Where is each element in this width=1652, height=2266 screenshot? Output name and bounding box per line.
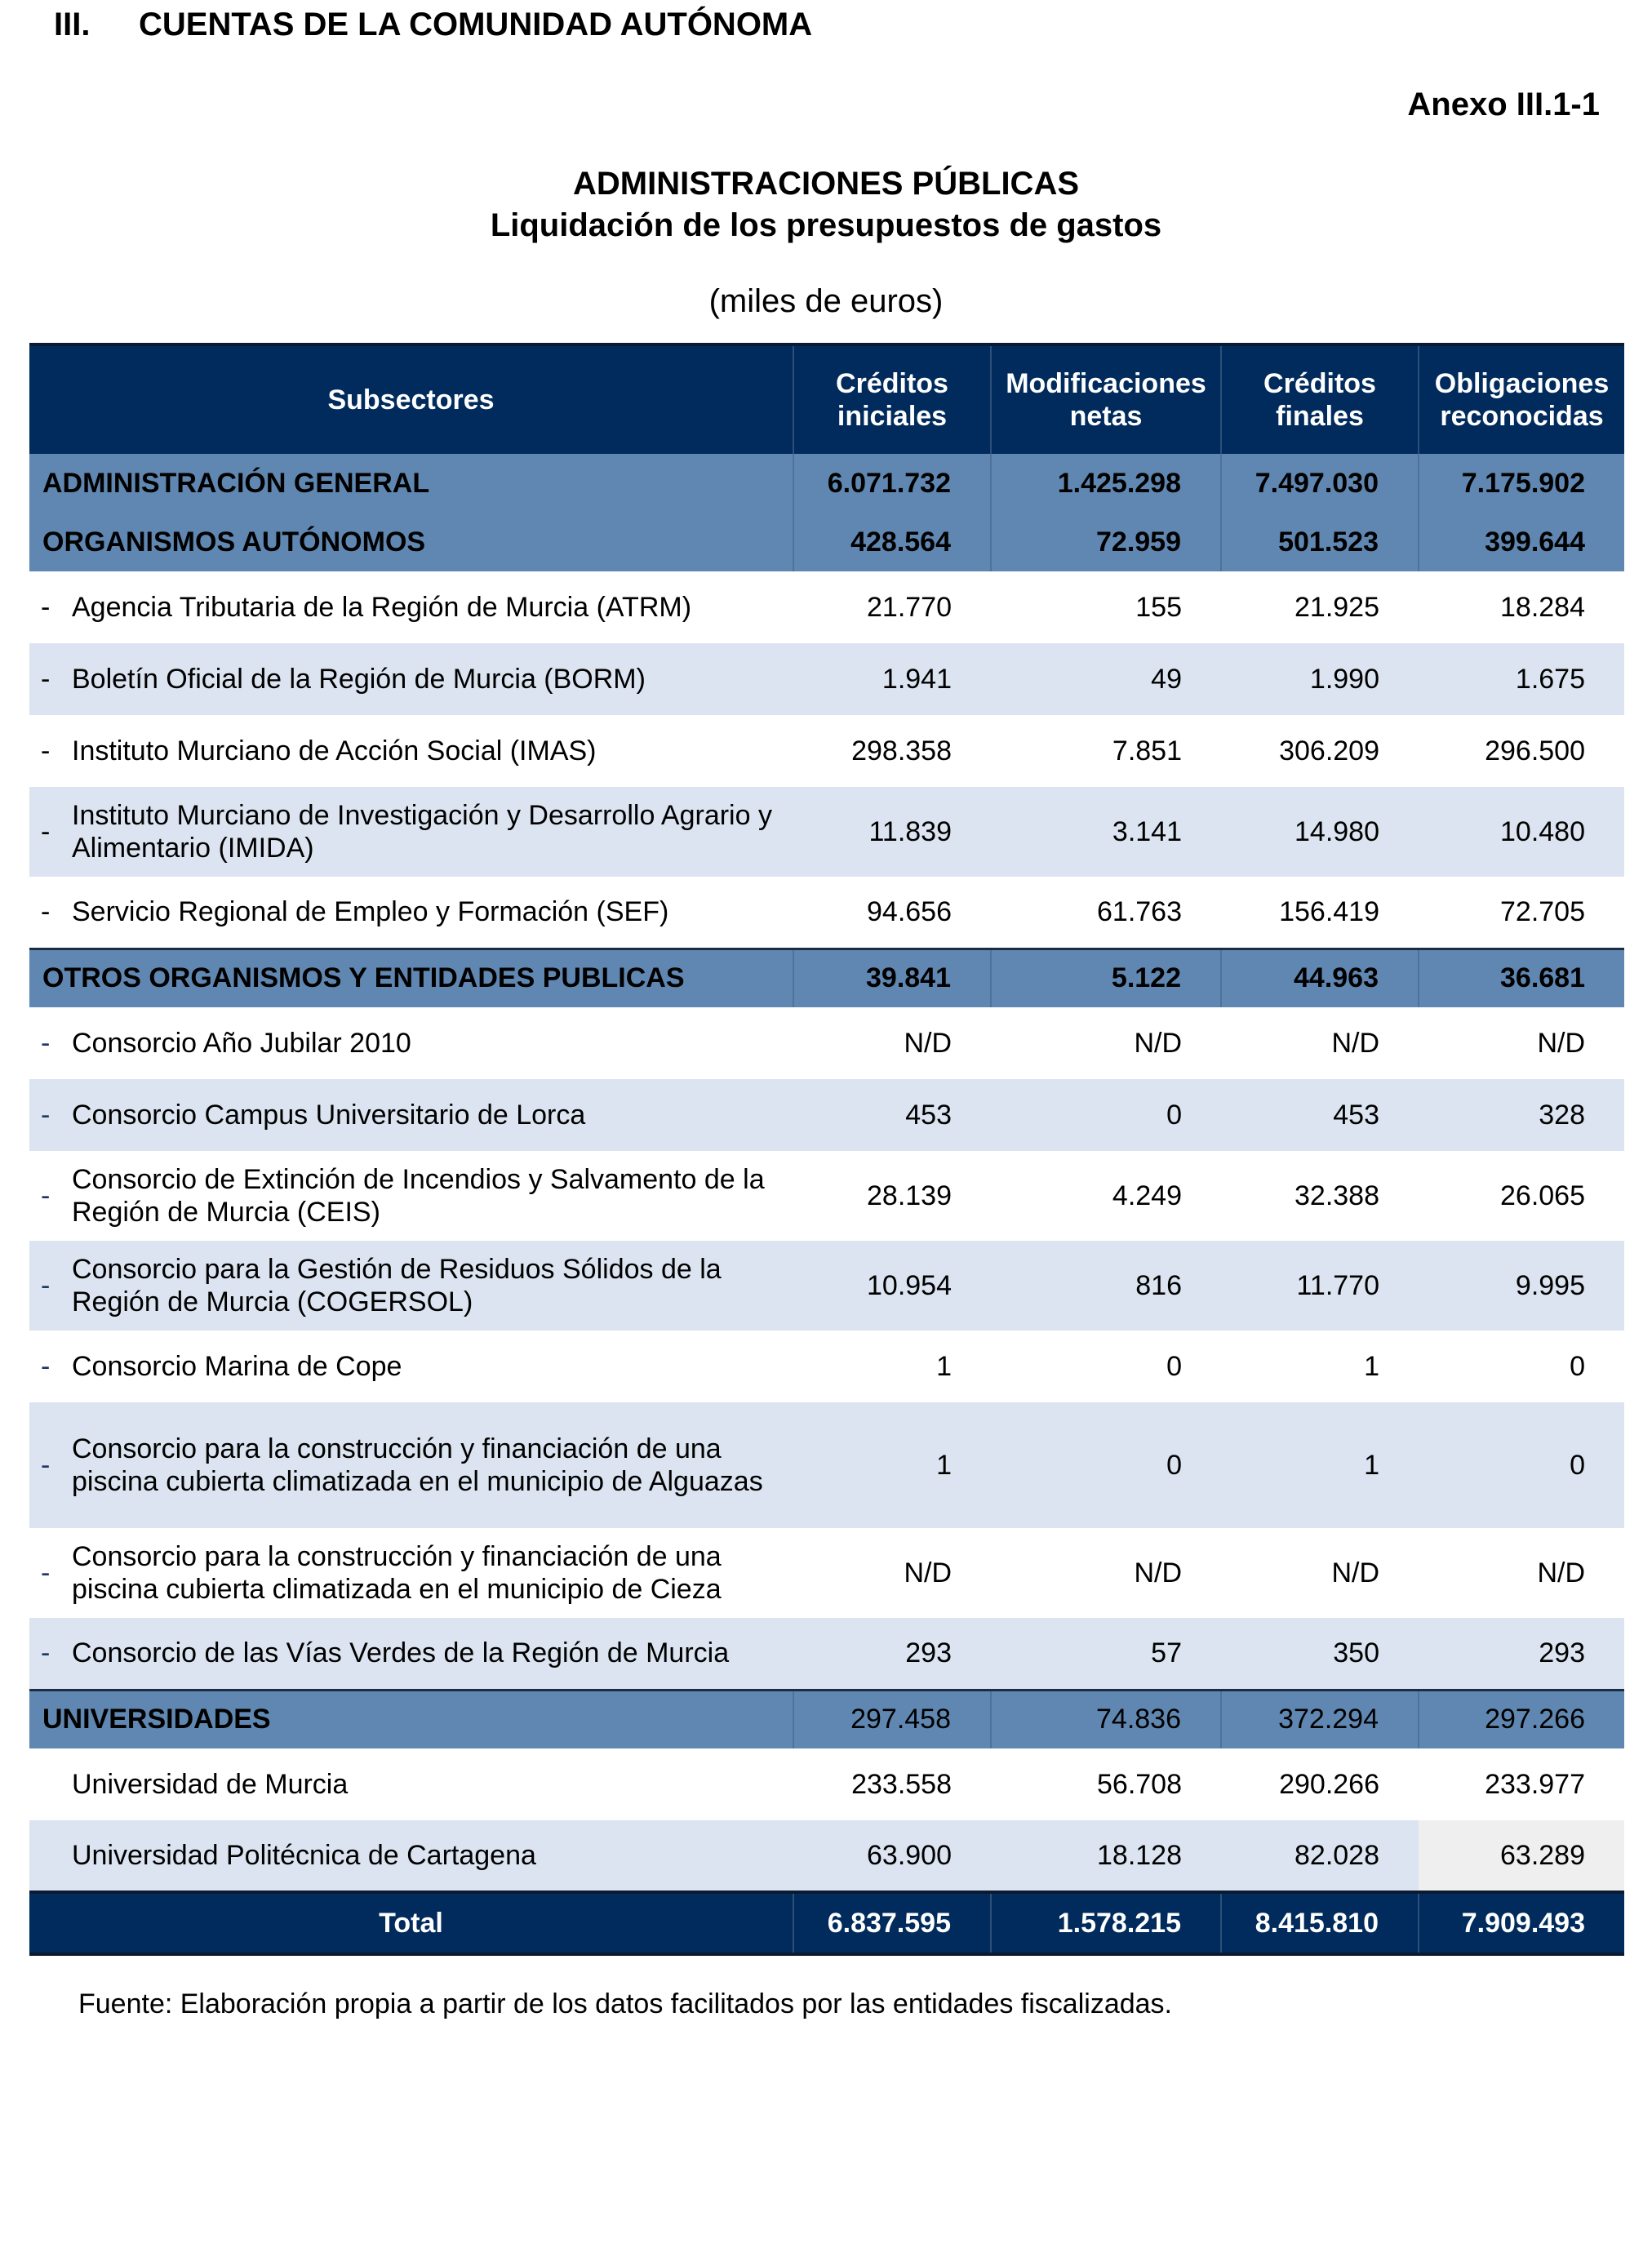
cell-creditos-iniciales: 94.656 [867, 895, 952, 927]
cell-creditos-finales: 7.497.030 [1221, 454, 1419, 513]
cell-creditos-iniciales: 63.900 [867, 1839, 952, 1871]
cell-obligaciones-reconocidas: 10.480 [1500, 815, 1585, 847]
cell-creditos-iniciales: 1 [936, 1449, 952, 1481]
cell-obligaciones-reconocidas: 63.289 [1419, 1820, 1624, 1892]
section-number: III. [54, 7, 91, 42]
row-label: UNIVERSIDADES [29, 1690, 793, 1748]
cell-creditos-finales: 350 [1333, 1637, 1379, 1668]
budget-table [29, 343, 1624, 1956]
table-row [29, 715, 1624, 787]
cell-modificaciones-netas: 72.959 [991, 513, 1221, 571]
header-creditos-finales: Créditos finales [1221, 344, 1419, 454]
cell-creditos-iniciales: 298.358 [851, 735, 952, 766]
title-line-1: ADMINISTRACIONES PÚBLICAS [572, 166, 1080, 202]
source-note: Fuente: Elaboración propia a partir de los datos facilitados por las entidades fiscalizadas. [78, 1988, 1172, 2019]
bullet-dash: - [41, 1637, 51, 1669]
table-row [29, 1331, 1624, 1402]
bullet-dash: - [41, 1100, 51, 1131]
total-label: Total [29, 1892, 793, 1954]
table-row [29, 1528, 1624, 1618]
cell-modificaciones-netas: 155 [1135, 591, 1182, 623]
cell-modificaciones-netas: 5.122 [991, 949, 1221, 1007]
table-row [29, 1241, 1624, 1331]
cell-creditos-iniciales: N/D [904, 1557, 952, 1588]
cell-creditos-finales: 290.266 [1279, 1768, 1379, 1800]
row-label: Universidad Politécnica de Cartagena [72, 1840, 536, 1871]
row-label: Consorcio para la construcción y financiación de una piscina cubierta climatizada en el municipio de Cieza [72, 1541, 722, 1605]
table-row [29, 1748, 1624, 1820]
cell-modificaciones-netas: N/D [1134, 1557, 1182, 1588]
row-label: ORGANISMOS AUTÓNOMOS [42, 526, 426, 558]
bullet-dash: - [41, 735, 51, 766]
bullet-dash: - [41, 816, 51, 847]
bullet-dash: - [41, 1270, 51, 1301]
bullet-dash: - [41, 1450, 51, 1481]
row-label: Instituto Murciano de Acción Social (IMAS) [72, 735, 597, 766]
title-line-2: Liquidación de los presupuestos de gastos [490, 207, 1162, 243]
bullet-dash: - [41, 664, 51, 695]
cell-obligaciones-reconocidas: N/D [1537, 1027, 1585, 1059]
cell-creditos-finales: 1.990 [1309, 663, 1379, 695]
cell-creditos-iniciales: 453 [905, 1099, 952, 1131]
cell-creditos-finales: 1 [1364, 1350, 1379, 1382]
section-heading [54, 7, 812, 43]
category-row [29, 1690, 1624, 1748]
cell-creditos-iniciales: 6.071.732 [793, 454, 991, 513]
cell-creditos-iniciales: N/D [904, 1027, 952, 1059]
row-label: OTROS ORGANISMOS Y ENTIDADES PUBLICAS [29, 949, 793, 1007]
cell-creditos-finales: 44.963 [1221, 949, 1419, 1007]
cell-obligaciones-reconocidas: 18.284 [1500, 591, 1585, 623]
cell-creditos-finales: 32.388 [1295, 1180, 1379, 1211]
row-label: Servicio Regional de Empleo y Formación (SEF) [72, 896, 669, 928]
total-creditos-iniciales: 6.837.595 [793, 1892, 991, 1954]
annex-label: Anexo III.1-1 [1407, 87, 1600, 122]
row-label: Agencia Tributaria de la Región de Murcia (ATRM) [72, 592, 692, 623]
cell-modificaciones-netas: 816 [1135, 1269, 1182, 1301]
cell-obligaciones-reconocidas: 26.065 [1500, 1180, 1585, 1211]
cell-modificaciones-netas: 1.425.298 [991, 454, 1221, 513]
cell-creditos-finales: 82.028 [1295, 1839, 1379, 1871]
row-label: Consorcio de Extinción de Incendios y Salvamento de la Región de Murcia (CEIS) [72, 1164, 765, 1228]
cell-obligaciones-reconocidas: 328 [1539, 1099, 1585, 1131]
table-row [29, 1151, 1624, 1241]
bullet-dash: - [41, 1028, 51, 1059]
cell-modificaciones-netas: 18.128 [1097, 1839, 1182, 1871]
cell-modificaciones-netas: 4.249 [1112, 1180, 1182, 1211]
cell-creditos-iniciales: 28.139 [867, 1180, 952, 1211]
cell-creditos-iniciales: 21.770 [867, 591, 952, 623]
cell-creditos-iniciales: 293 [905, 1637, 952, 1668]
table-title [0, 163, 1652, 247]
table-row [29, 787, 1624, 877]
row-label: Consorcio para la construcción y financiación de una piscina cubierta climatizada en el municipio de Alguazas [72, 1433, 763, 1497]
row-label: Consorcio Marina de Cope [72, 1351, 402, 1382]
cell-creditos-finales: 21.925 [1295, 591, 1379, 623]
cell-obligaciones-reconocidas: 72.705 [1500, 895, 1585, 927]
header-subsectores: Subsectores [29, 344, 793, 454]
cell-creditos-finales: 14.980 [1295, 815, 1379, 847]
header-modificaciones-netas: Modificaciones netas [991, 344, 1221, 454]
row-label: ADMINISTRACIÓN GENERAL [42, 467, 430, 499]
cell-creditos-iniciales: 233.558 [851, 1768, 952, 1800]
cell-obligaciones-reconocidas: N/D [1537, 1557, 1585, 1588]
row-label: Consorcio para la Gestión de Residuos Sólidos de la Región de Murcia (COGERSOL) [72, 1254, 722, 1317]
row-label: Consorcio Campus Universitario de Lorca [72, 1100, 586, 1131]
row-label: Universidad de Murcia [72, 1769, 349, 1800]
cell-obligaciones-reconocidas: 0 [1570, 1350, 1585, 1382]
cell-obligaciones-reconocidas: 9.995 [1515, 1269, 1585, 1301]
cell-obligaciones-reconocidas: 1.675 [1515, 663, 1585, 695]
cell-creditos-finales: N/D [1331, 1557, 1379, 1588]
units-note: (miles de euros) [708, 283, 944, 319]
cell-creditos-finales: 306.209 [1279, 735, 1379, 766]
cell-creditos-iniciales: 1.941 [882, 663, 952, 695]
cell-creditos-finales: 11.770 [1296, 1269, 1379, 1301]
header-obligaciones-reconocidas: Obligaciones reconocidas [1419, 344, 1624, 454]
cell-creditos-finales: 501.523 [1221, 513, 1419, 571]
cell-creditos-iniciales: 10.954 [867, 1269, 952, 1301]
category-row [29, 513, 1624, 571]
cell-obligaciones-reconocidas: 0 [1570, 1449, 1585, 1481]
table-row [29, 1007, 1624, 1079]
table-row [29, 877, 1624, 949]
cell-modificaciones-netas: N/D [1134, 1027, 1182, 1059]
cell-obligaciones-reconocidas: 293 [1539, 1637, 1585, 1668]
cell-modificaciones-netas: 61.763 [1097, 895, 1182, 927]
row-label: Instituto Murciano de Investigación y Desarrollo Agrario y Alimentario (IMIDA) [72, 800, 772, 864]
bullet-dash: - [41, 1351, 51, 1382]
cell-modificaciones-netas: 7.851 [1112, 735, 1182, 766]
cell-creditos-finales: 1 [1364, 1449, 1379, 1481]
bullet-dash: - [41, 1557, 51, 1588]
total-creditos-finales: 8.415.810 [1221, 1892, 1419, 1954]
total-obligaciones-reconocidas: 7.909.493 [1419, 1892, 1624, 1954]
bullet-dash: - [41, 592, 51, 623]
cell-obligaciones-reconocidas: 399.644 [1419, 513, 1624, 571]
cell-obligaciones-reconocidas: 36.681 [1419, 949, 1624, 1007]
cell-obligaciones-reconocidas: 297.266 [1419, 1690, 1624, 1748]
cell-modificaciones-netas: 57 [1151, 1637, 1182, 1668]
bullet-dash: - [41, 896, 51, 928]
cell-creditos-iniciales: 39.841 [793, 949, 991, 1007]
table-row [29, 1079, 1624, 1151]
total-row [29, 1892, 1624, 1954]
section-title: CUENTAS DE LA COMUNIDAD AUTÓNOMA [139, 7, 813, 42]
cell-modificaciones-netas: 49 [1151, 663, 1182, 695]
category-row [29, 949, 1624, 1007]
cell-modificaciones-netas: 56.708 [1097, 1768, 1182, 1800]
cell-creditos-finales: 372.294 [1221, 1690, 1419, 1748]
cell-modificaciones-netas: 0 [1166, 1449, 1182, 1481]
header-creditos-iniciales: Créditos iniciales [793, 344, 991, 454]
table-row [29, 1402, 1624, 1528]
cell-obligaciones-reconocidas: 296.500 [1485, 735, 1585, 766]
cell-modificaciones-netas: 0 [1166, 1099, 1182, 1131]
cell-creditos-finales: 453 [1333, 1099, 1379, 1131]
row-label: Boletín Oficial de la Región de Murcia (BORM) [72, 664, 646, 695]
cell-creditos-iniciales: 297.458 [793, 1690, 991, 1748]
table-row [29, 1618, 1624, 1690]
cell-modificaciones-netas: 74.836 [991, 1690, 1221, 1748]
cell-modificaciones-netas: 3.141 [1112, 815, 1182, 847]
cell-obligaciones-reconocidas: 7.175.902 [1419, 454, 1624, 513]
category-row [29, 454, 1624, 513]
header-row [29, 344, 1624, 454]
table-row [29, 571, 1624, 643]
row-label: Consorcio de las Vías Verdes de la Región de Murcia [72, 1637, 730, 1669]
cell-modificaciones-netas: 0 [1166, 1350, 1182, 1382]
table-row [29, 1820, 1624, 1892]
table-row [29, 643, 1624, 715]
bullet-dash: - [41, 1180, 51, 1211]
cell-creditos-iniciales: 1 [936, 1350, 952, 1382]
cell-obligaciones-reconocidas: 233.977 [1485, 1768, 1585, 1800]
cell-creditos-finales: N/D [1331, 1027, 1379, 1059]
total-modificaciones-netas: 1.578.215 [991, 1892, 1221, 1954]
row-label: Consorcio Año Jubilar 2010 [72, 1028, 411, 1059]
cell-creditos-iniciales: 428.564 [793, 513, 991, 571]
cell-creditos-iniciales: 11.839 [868, 815, 952, 847]
cell-creditos-finales: 156.419 [1279, 895, 1379, 927]
